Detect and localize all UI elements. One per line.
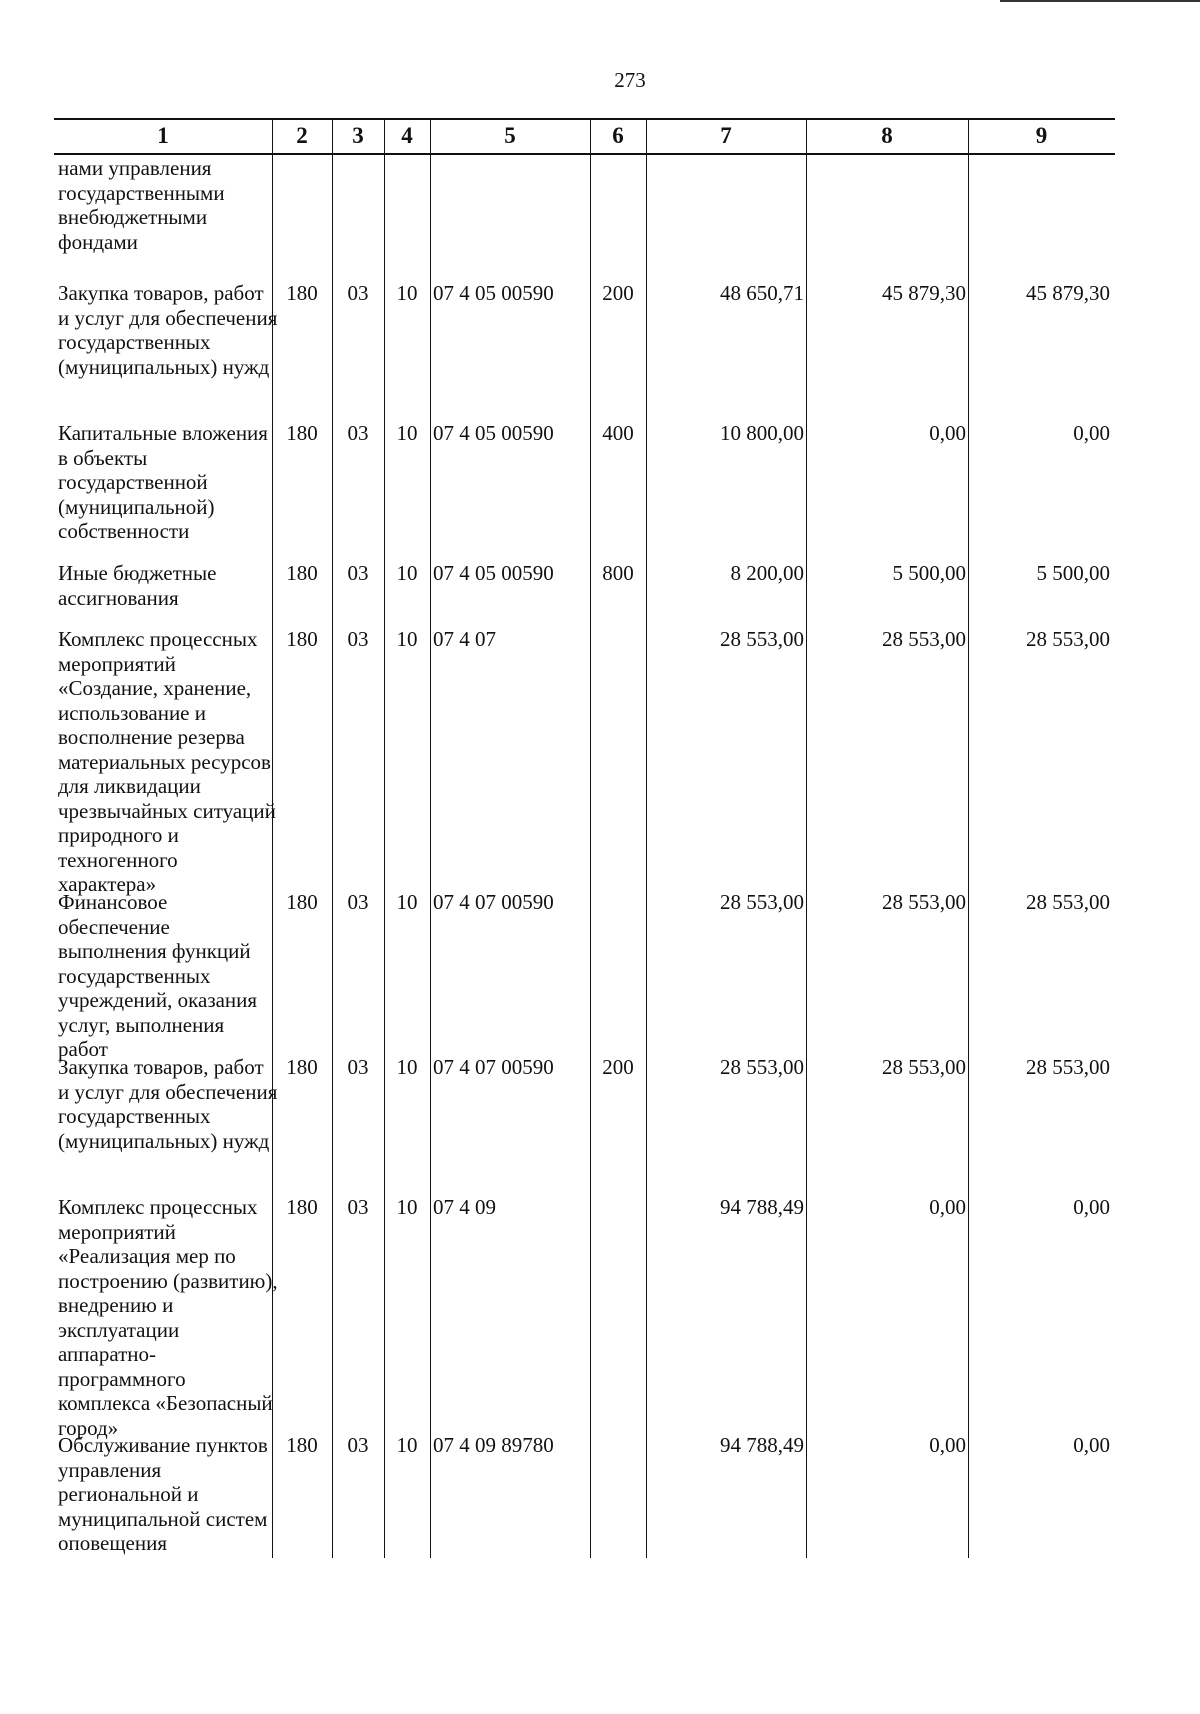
- cell-col-9: 45 879,30: [1026, 281, 1110, 305]
- col-separator: [646, 118, 647, 1558]
- cell-col-7: 10 800,00: [720, 421, 804, 445]
- header-col-9: 9: [1035, 123, 1048, 148]
- cell-col-4: 10: [396, 281, 418, 305]
- cell-col-2: 180: [286, 1195, 318, 1219]
- cell-col-7: 94 788,49: [720, 1433, 804, 1457]
- cell-col-2: 180: [286, 1055, 318, 1079]
- cell-col-4: 10: [396, 890, 418, 914]
- cell-col-4: 10: [396, 561, 418, 585]
- cell-col-3: 03: [347, 1195, 369, 1219]
- cell-col-2: 180: [286, 281, 318, 305]
- cell-col-7: 28 553,00: [720, 1055, 804, 1079]
- col-separator: [590, 118, 591, 1558]
- cell-col-7: 8 200,00: [730, 561, 804, 585]
- header-col-5: 5: [504, 123, 516, 148]
- cell-col-3: 03: [347, 890, 369, 914]
- cell-col-4: 10: [396, 421, 418, 445]
- cell-col-2: 180: [286, 421, 318, 445]
- cell-col-5: 07 4 05 00590: [433, 281, 554, 305]
- row-name: Закупка товаров, работ и услуг для обеспечения государственных (муниципальных) нужд: [58, 281, 278, 379]
- cell-col-8: 28 553,00: [882, 1055, 966, 1079]
- row-name: Комплекс процессных мероприятий «Создание, хранение, использование и восполнение резерва материальных ресурсов для ликвидации чрезвычайных ситуаций природного и техногенного характера»: [58, 627, 276, 896]
- cell-col-9: 0,00: [1073, 421, 1110, 445]
- col-separator: [430, 118, 431, 1558]
- header-col-8: 8: [881, 123, 893, 148]
- header-col-4: 4: [401, 123, 413, 148]
- cell-col-3: 03: [347, 561, 369, 585]
- cell-col-7: 28 553,00: [720, 627, 804, 651]
- row-name: Финансовое обеспечение выполнения функций государственных учреждений, оказания услуг, выполнения работ: [58, 890, 258, 1061]
- cell-col-9: 28 553,00: [1026, 1055, 1110, 1079]
- row-name: Комплекс процессных мероприятий «Реализация мер по построению (развитию), внедрению и эксплуатации аппаратно-программного комплекса «Безопасный город»: [58, 1195, 278, 1440]
- cell-col-6: 800: [602, 561, 634, 585]
- cell-col-9: 0,00: [1073, 1433, 1110, 1457]
- scan-edge-line: [1000, 0, 1200, 2]
- row-name: Обслуживание пунктов управления региональной и муниципальной систем оповещения: [58, 1433, 268, 1555]
- cell-col-9: 28 553,00: [1026, 890, 1110, 914]
- cell-col-4: 10: [396, 1433, 418, 1457]
- header-col-7: 7: [720, 123, 732, 148]
- cell-col-5: 07 4 07 00590: [433, 1055, 554, 1079]
- col-separator: [806, 118, 807, 1558]
- cell-col-5: 07 4 09: [433, 1195, 496, 1219]
- cell-col-3: 03: [347, 281, 369, 305]
- cell-col-3: 03: [347, 421, 369, 445]
- header-col-6: 6: [612, 123, 624, 148]
- col-separator: [968, 118, 969, 1558]
- header-col-2: 2: [296, 123, 308, 148]
- cell-col-8: 0,00: [929, 1195, 966, 1219]
- header-col-3: 3: [352, 123, 364, 148]
- cell-col-9: 28 553,00: [1026, 627, 1110, 651]
- cell-col-2: 180: [286, 1433, 318, 1457]
- row-name: Капитальные вложения в объекты государственной (муниципальной) собственности: [58, 421, 268, 543]
- header-col-1: 1: [157, 123, 169, 148]
- cell-col-9: 5 500,00: [1036, 561, 1110, 585]
- cell-col-3: 03: [347, 627, 369, 651]
- cell-col-4: 10: [396, 1195, 418, 1219]
- cell-col-8: 28 553,00: [882, 890, 966, 914]
- cell-col-9: 0,00: [1073, 1195, 1110, 1219]
- col-separator: [332, 118, 333, 1558]
- cell-col-7: 48 650,71: [720, 281, 804, 305]
- row-name: нами управления государственными внебюджетными фондами: [58, 156, 225, 254]
- cell-col-5: 07 4 09 89780: [433, 1433, 554, 1457]
- row-name: Иные бюджетные ассигнования: [58, 561, 217, 610]
- row-name: Закупка товаров, работ и услуг для обеспечения государственных (муниципальных) нужд: [58, 1055, 278, 1153]
- page-number: 273: [614, 68, 646, 92]
- cell-col-8: 0,00: [929, 1433, 966, 1457]
- budget-table: [54, 118, 1115, 1558]
- cell-col-8: 0,00: [929, 421, 966, 445]
- cell-col-7: 28 553,00: [720, 890, 804, 914]
- cell-col-2: 180: [286, 627, 318, 651]
- cell-col-2: 180: [286, 561, 318, 585]
- cell-col-5: 07 4 07: [433, 627, 496, 651]
- cell-col-8: 28 553,00: [882, 627, 966, 651]
- cell-col-7: 94 788,49: [720, 1195, 804, 1219]
- cell-col-2: 180: [286, 890, 318, 914]
- table-header-rule: [54, 153, 1115, 155]
- cell-col-5: 07 4 07 00590: [433, 890, 554, 914]
- cell-col-3: 03: [347, 1433, 369, 1457]
- cell-col-5: 07 4 05 00590: [433, 561, 554, 585]
- cell-col-3: 03: [347, 1055, 369, 1079]
- cell-col-4: 10: [396, 627, 418, 651]
- cell-col-5: 07 4 05 00590: [433, 421, 554, 445]
- cell-col-6: 200: [602, 1055, 634, 1079]
- cell-col-4: 10: [396, 1055, 418, 1079]
- cell-col-8: 5 500,00: [892, 561, 966, 585]
- cell-col-8: 45 879,30: [882, 281, 966, 305]
- cell-col-6: 400: [602, 421, 634, 445]
- col-separator: [384, 118, 385, 1558]
- cell-col-6: 200: [602, 281, 634, 305]
